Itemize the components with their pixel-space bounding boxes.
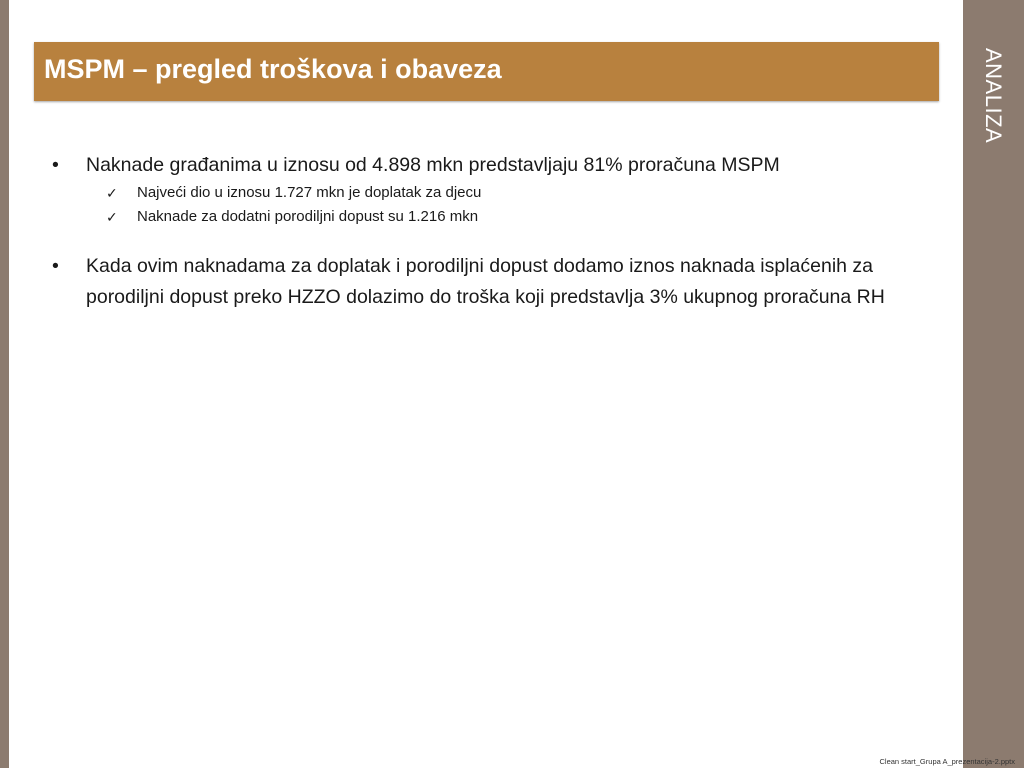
left-accent-bar: [0, 0, 9, 768]
sub-list-item: [50, 181, 940, 205]
slide-content: [50, 150, 940, 313]
title-bar: [34, 42, 939, 101]
bullet-text: Kada ovim naknadama za doplatak i porodiljni dopust dodamo iznos naknada isplaćenih za porodiljni dopust preko HZZO dolazimo do troška koji predstavlja 3% ukupnog proračuna RH: [86, 255, 885, 308]
bullet-text: Naknade građanima u iznosu od 4.898 mkn predstavljaju 81% proračuna MSPM: [86, 154, 780, 176]
sub-item-text: Najveći dio u iznosu 1.727 mkn je doplatak za djecu: [137, 184, 482, 201]
checkmark-icon: ✓: [106, 209, 118, 225]
section-label: ANALIZA: [981, 48, 1006, 144]
bullet-icon: •: [52, 154, 59, 176]
sub-list-item: [50, 205, 940, 229]
spacer: [50, 229, 940, 251]
bullet-item: [50, 150, 940, 181]
bullet-icon: •: [52, 255, 59, 277]
bullet-item: [50, 251, 940, 313]
footer-filename: Clean start_Grupa A_prezentacija-2.pptx: [879, 757, 1015, 766]
slide-title: MSPM – pregled troškova i obaveza: [44, 54, 502, 84]
sub-list: [50, 181, 940, 229]
checkmark-icon: ✓: [106, 185, 118, 201]
sub-item-text: Naknade za dodatni porodiljni dopust su 1.216 mkn: [137, 208, 479, 225]
